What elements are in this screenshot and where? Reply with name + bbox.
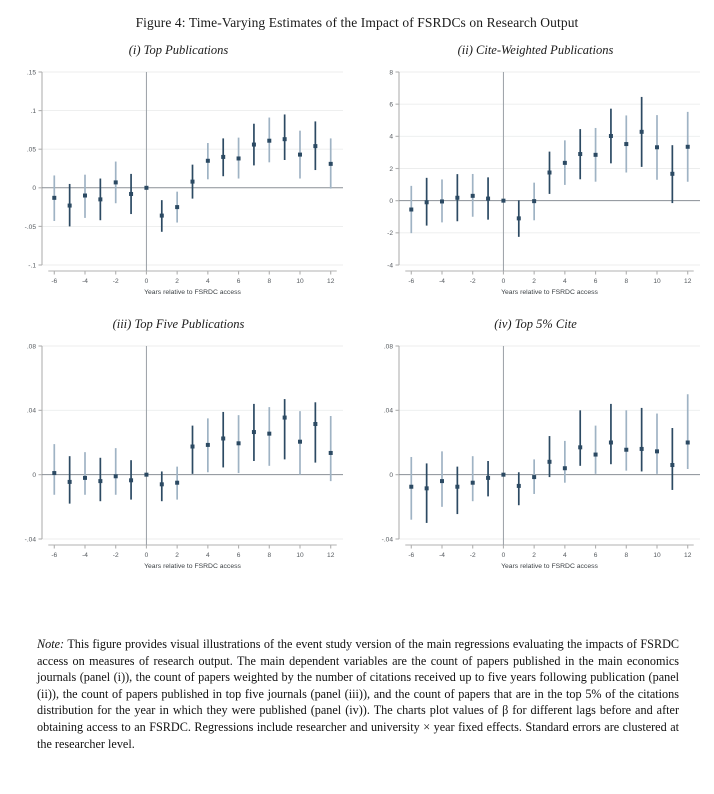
point-estimate-marker: [283, 137, 287, 141]
estimate-point-group: [252, 124, 256, 166]
point-estimate-marker: [440, 199, 444, 203]
x-tick-label: 4: [206, 278, 210, 285]
x-tick-label: 2: [175, 278, 179, 285]
estimate-point-group: [52, 444, 56, 495]
x-tick-label: 8: [267, 552, 272, 559]
point-estimate-marker: [563, 161, 567, 165]
estimate-point-group: [548, 436, 552, 477]
point-estimate-marker: [98, 479, 102, 483]
y-tick-label: .08: [383, 343, 393, 351]
estimate-point-group: [98, 458, 102, 501]
y-tick-label: 0: [32, 185, 36, 193]
event-study-chart: [357, 60, 714, 305]
y-tick-label: .04: [26, 407, 36, 415]
x-tick-label: -2: [469, 552, 476, 559]
point-estimate-marker: [594, 453, 598, 457]
point-estimate-marker: [594, 153, 598, 157]
estimate-point-group: [655, 414, 659, 474]
estimate-point-group: [160, 471, 164, 501]
estimate-point-group: [221, 412, 225, 467]
estimate-point-group: [609, 404, 613, 464]
estimate-point-group: [594, 426, 598, 474]
estimate-point-group: [455, 174, 459, 221]
point-estimate-marker: [313, 422, 317, 426]
estimate-point-group: [68, 456, 72, 503]
point-estimate-marker: [548, 171, 552, 175]
point-estimate-marker: [686, 145, 690, 149]
estimate-point-group: [578, 410, 582, 465]
y-tick-label: -.05: [24, 223, 36, 231]
estimate-point-group: [425, 463, 429, 523]
note-label: Note:: [37, 637, 65, 651]
point-estimate-marker: [283, 416, 287, 420]
x-tick-label: 8: [624, 278, 629, 285]
point-estimate-marker: [425, 200, 429, 204]
point-estimate-marker: [440, 479, 444, 483]
point-estimate-marker: [455, 485, 459, 489]
point-estimate-marker: [486, 476, 490, 480]
point-estimate-marker: [160, 214, 164, 218]
point-estimate-marker: [548, 460, 552, 464]
point-estimate-marker: [670, 172, 674, 176]
figure-note: [37, 636, 679, 752]
point-estimate-marker: [486, 197, 490, 201]
x-tick-label: 0: [501, 278, 506, 285]
panel-iv-plot: [357, 334, 714, 579]
x-axis-title: Years relative to FSRDC access: [501, 563, 598, 570]
point-estimate-marker: [640, 447, 644, 451]
y-tick-label: .05: [26, 146, 36, 154]
x-tick-label: 6: [593, 552, 598, 559]
x-tick-label: 6: [593, 278, 598, 285]
x-tick-label: 8: [267, 278, 272, 285]
point-estimate-marker: [144, 473, 148, 477]
estimate-point-group: [517, 200, 521, 237]
estimate-point-group: [283, 399, 287, 459]
estimate-point-group: [563, 140, 567, 185]
point-estimate-marker: [409, 208, 413, 212]
panel-iv: [357, 305, 714, 579]
estimate-point-group: [655, 115, 659, 180]
point-estimate-marker: [624, 448, 628, 452]
point-estimate-marker: [455, 196, 459, 200]
estimate-point-group: [298, 411, 302, 475]
x-tick-label: -4: [439, 278, 445, 285]
x-tick-label: 2: [175, 552, 179, 559]
estimate-point-group: [548, 152, 552, 194]
estimate-point-group: [640, 408, 644, 472]
estimate-point-group: [640, 97, 644, 167]
estimate-point-group: [129, 174, 133, 214]
point-estimate-marker: [501, 473, 505, 477]
y-tick-label: -4: [387, 262, 393, 270]
estimate-point-group: [532, 459, 536, 494]
estimate-point-group: [237, 415, 241, 473]
point-estimate-marker: [578, 152, 582, 156]
point-estimate-marker: [175, 205, 179, 209]
x-tick-label: -6: [408, 552, 415, 559]
y-tick-label: .1: [30, 108, 36, 115]
estimate-point-group: [670, 428, 674, 490]
point-estimate-marker: [532, 475, 536, 479]
x-tick-label: 8: [624, 552, 629, 559]
estimate-point-group: [129, 460, 133, 499]
estimate-point-group: [471, 456, 475, 501]
estimate-point-group: [175, 192, 179, 223]
estimate-point-group: [175, 467, 179, 500]
x-tick-label: 2: [532, 552, 536, 559]
x-tick-label: -4: [82, 278, 88, 285]
estimate-point-group: [686, 394, 690, 469]
x-tick-label: 0: [501, 552, 506, 559]
point-estimate-marker: [409, 485, 413, 489]
point-estimate-marker: [175, 481, 179, 485]
panel-iii-title: (iii) Top Five Publications: [112, 317, 245, 331]
point-estimate-marker: [425, 486, 429, 490]
x-tick-label: 10: [653, 278, 661, 285]
y-tick-label: 8: [389, 69, 393, 77]
estimate-point-group: [440, 451, 444, 506]
point-estimate-marker: [206, 443, 210, 447]
point-estimate-marker: [267, 432, 271, 436]
x-tick-label: -4: [82, 552, 88, 559]
estimate-point-group: [83, 175, 87, 218]
point-estimate-marker: [313, 144, 317, 148]
point-estimate-marker: [129, 192, 133, 196]
point-estimate-marker: [237, 156, 241, 160]
estimate-point-group: [191, 426, 195, 474]
estimate-point-group: [329, 138, 333, 188]
point-estimate-marker: [160, 482, 164, 486]
point-estimate-marker: [655, 145, 659, 149]
panel-i-title: (i) Top Publications: [128, 43, 229, 57]
y-tick-label: .08: [26, 343, 36, 351]
panel-ii-plot: [357, 60, 714, 305]
estimate-point-group: [624, 115, 628, 172]
estimate-point-group: [609, 109, 613, 164]
point-estimate-marker: [329, 162, 333, 166]
estimate-point-group: [191, 165, 195, 199]
x-tick-label: -6: [51, 552, 58, 559]
estimate-point-group: [563, 441, 567, 483]
x-tick-label: -2: [469, 278, 476, 285]
y-tick-label: -.04: [24, 536, 36, 544]
x-tick-label: -2: [112, 552, 119, 559]
estimate-point-group: [532, 183, 536, 221]
estimate-point-group: [283, 114, 287, 160]
point-estimate-marker: [624, 142, 628, 146]
x-tick-label: 4: [563, 552, 567, 559]
point-estimate-marker: [298, 153, 302, 157]
estimate-point-group: [686, 112, 690, 182]
estimate-point-group: [83, 452, 87, 495]
point-estimate-marker: [471, 194, 475, 198]
note-text: This figure provides visual illustrations of the event study version of the main regressions evaluating the impacts of FSRDC access on measures of research output. The main dependent variables are the count of papers published in the main economics journals (panel (i)), the count of papers weighted by the number of citations received up to five years following publication (panel (ii)), the count of papers published in top five journals (panel (iii)), and the count of papers that are in the top 5% of the citations distribution for the year in which they were published (panel (iv)). The charts plot values of β for different lags before and after obtaining access to an FSRDC. Regressions include researcher and university × year fixed effects. Standard errors are clustered at the researcher level.: [37, 637, 679, 751]
point-estimate-marker: [114, 180, 118, 184]
estimate-point-group: [52, 175, 56, 221]
point-estimate-marker: [237, 441, 241, 445]
point-estimate-marker: [252, 143, 256, 147]
event-study-chart: [357, 334, 714, 579]
point-estimate-marker: [206, 159, 210, 163]
point-estimate-marker: [68, 204, 72, 208]
estimate-point-group: [221, 138, 225, 176]
point-estimate-marker: [52, 471, 56, 475]
x-tick-label: 2: [532, 278, 536, 285]
x-axis-title: Years relative to FSRDC access: [501, 289, 598, 296]
estimate-point-group: [237, 138, 241, 179]
x-tick-label: 12: [684, 552, 692, 559]
point-estimate-marker: [252, 430, 256, 434]
estimate-point-group: [670, 145, 674, 203]
x-tick-label: 10: [296, 278, 304, 285]
point-estimate-marker: [655, 449, 659, 453]
x-tick-label: 12: [327, 552, 335, 559]
estimate-point-group: [501, 473, 505, 477]
y-tick-label: 6: [389, 101, 393, 109]
x-tick-label: 0: [144, 278, 149, 285]
y-tick-label: 0: [32, 472, 36, 480]
estimate-point-group: [298, 131, 302, 179]
point-estimate-marker: [267, 139, 271, 143]
panel-grid: [0, 31, 714, 579]
estimate-point-group: [486, 177, 490, 219]
estimate-point-group: [114, 448, 118, 495]
estimate-point-group: [144, 186, 148, 190]
point-estimate-marker: [221, 155, 225, 159]
estimate-point-group: [517, 472, 521, 505]
point-estimate-marker: [686, 441, 690, 445]
point-estimate-marker: [609, 134, 613, 138]
x-tick-label: 4: [206, 552, 210, 559]
x-tick-label: 12: [327, 278, 335, 285]
y-tick-label: -.04: [381, 536, 393, 544]
panel-row-top: [0, 31, 714, 305]
x-tick-label: 6: [236, 552, 241, 559]
event-study-chart: [0, 334, 357, 579]
estimate-point-group: [267, 407, 271, 466]
point-estimate-marker: [532, 199, 536, 203]
point-estimate-marker: [501, 199, 505, 203]
x-axis-title: Years relative to FSRDC access: [144, 563, 241, 570]
point-estimate-marker: [471, 481, 475, 485]
panel-i-plot: [0, 60, 357, 305]
point-estimate-marker: [221, 436, 225, 440]
estimate-point-group: [624, 410, 628, 470]
estimate-point-group: [68, 184, 72, 226]
x-tick-label: 12: [684, 278, 692, 285]
estimate-point-group: [252, 404, 256, 461]
x-tick-label: 10: [296, 552, 304, 559]
point-estimate-marker: [670, 463, 674, 467]
x-tick-label: -2: [112, 278, 119, 285]
y-tick-label: 2: [389, 165, 393, 173]
point-estimate-marker: [144, 186, 148, 190]
x-tick-label: 0: [144, 552, 149, 559]
point-estimate-marker: [517, 484, 521, 488]
estimate-point-group: [313, 402, 317, 462]
estimate-point-group: [144, 473, 148, 477]
x-tick-label: -4: [439, 552, 445, 559]
panel-i: [0, 31, 357, 305]
point-estimate-marker: [563, 466, 567, 470]
estimate-point-group: [114, 162, 118, 204]
point-estimate-marker: [98, 197, 102, 201]
estimate-point-group: [313, 121, 317, 170]
point-estimate-marker: [609, 441, 613, 445]
estimate-point-group: [409, 457, 413, 520]
point-estimate-marker: [517, 216, 521, 220]
point-estimate-marker: [191, 445, 195, 449]
estimate-point-group: [206, 143, 210, 179]
y-tick-label: 0: [389, 472, 393, 480]
figure-title: Figure 4: Time-Varying Estimates of the Impact of FSRDCs on Research Output: [135, 15, 579, 30]
estimate-point-group: [98, 179, 102, 221]
point-estimate-marker: [114, 474, 118, 478]
estimate-point-group: [501, 199, 505, 203]
panel-row-bottom: [0, 305, 714, 579]
panel-iii-plot: [0, 334, 357, 579]
point-estimate-marker: [83, 476, 87, 480]
y-tick-label: 0: [389, 198, 393, 206]
event-study-chart: [0, 60, 357, 305]
x-tick-label: 6: [236, 278, 241, 285]
estimate-point-group: [206, 418, 210, 472]
estimate-point-group: [267, 118, 271, 163]
point-estimate-marker: [298, 440, 302, 444]
y-tick-label: .15: [26, 69, 36, 77]
y-tick-label: .04: [383, 407, 393, 415]
point-estimate-marker: [83, 194, 87, 198]
y-tick-label: 4: [389, 133, 393, 141]
point-estimate-marker: [129, 478, 133, 482]
panel-ii: [357, 31, 714, 305]
x-tick-label: -6: [408, 278, 415, 285]
point-estimate-marker: [578, 445, 582, 449]
panel-iv-title: (iv) Top 5% Cite: [494, 317, 577, 331]
estimate-point-group: [160, 200, 164, 232]
estimate-point-group: [329, 416, 333, 481]
point-estimate-marker: [640, 130, 644, 134]
estimate-point-group: [455, 467, 459, 514]
estimate-point-group: [440, 179, 444, 222]
point-estimate-marker: [68, 480, 72, 484]
x-tick-label: 10: [653, 552, 661, 559]
x-axis-title: Years relative to FSRDC access: [144, 289, 241, 296]
estimate-point-group: [409, 186, 413, 233]
y-tick-label: -2: [387, 230, 393, 238]
point-estimate-marker: [52, 196, 56, 200]
x-tick-label: 4: [563, 278, 567, 285]
estimate-point-group: [425, 178, 429, 226]
panel-iii: [0, 305, 357, 579]
point-estimate-marker: [191, 180, 195, 184]
x-tick-label: -6: [51, 278, 58, 285]
estimate-point-group: [471, 174, 475, 217]
y-tick-label: -.1: [28, 262, 36, 270]
estimate-point-group: [486, 461, 490, 496]
panel-ii-title: (ii) Cite-Weighted Publications: [457, 43, 614, 57]
point-estimate-marker: [329, 451, 333, 455]
